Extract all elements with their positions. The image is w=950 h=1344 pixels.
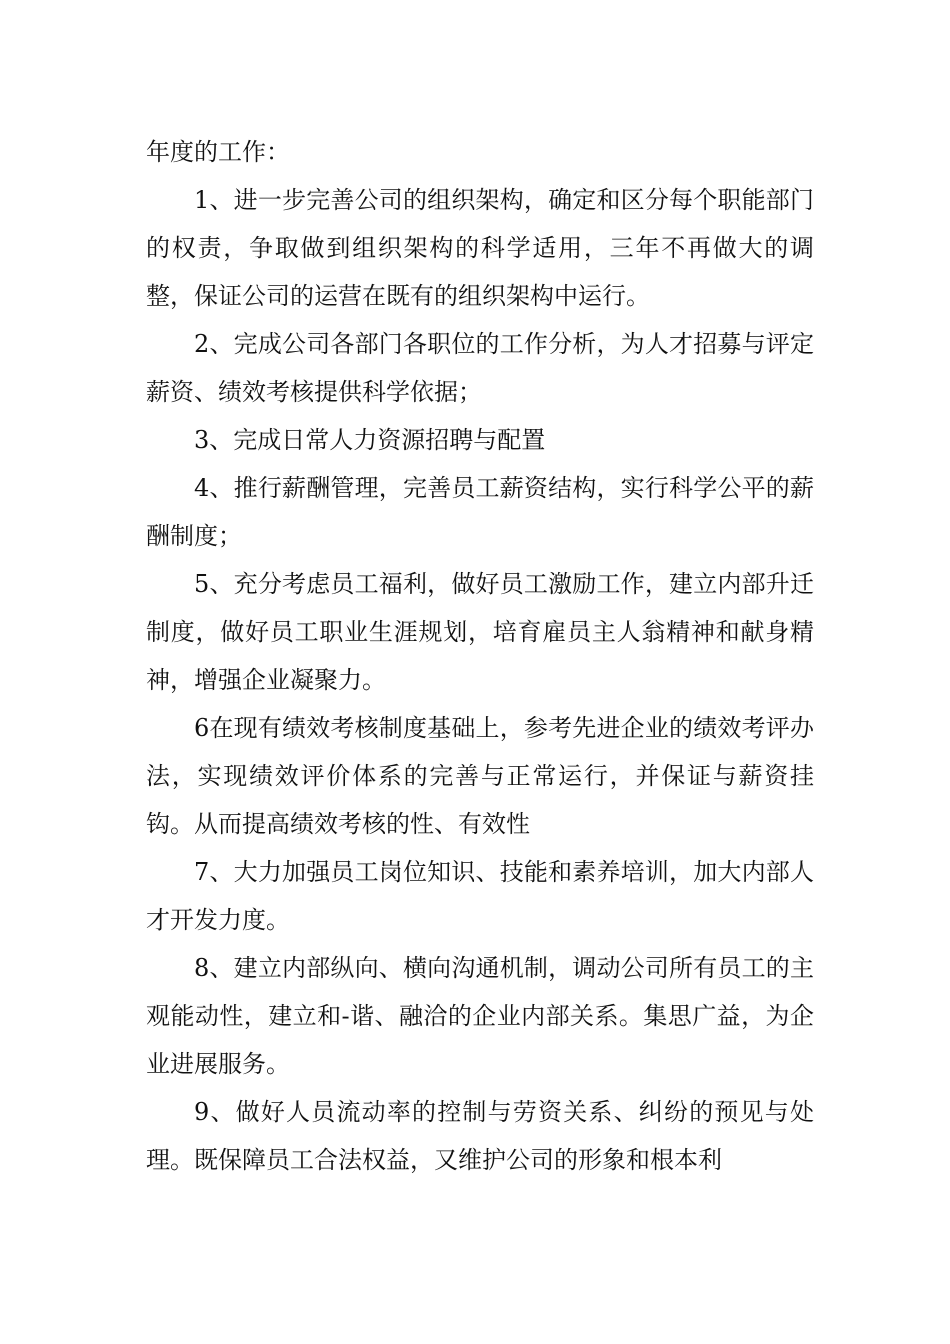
paragraph-item-9: 9、做好人员流动率的控制与劳资关系、纠纷的预见与处理。既保障员工合法权益，又维护公司的形象和根本利 [146, 1098, 814, 1174]
paragraph-item-1: 1、进一步完善公司的组织架构，确定和区分每个职能部门的权责，争取做到组织架构的科学适用，三年不再做大的调整，保证公司的运营在既有的组织架构中运行。 [146, 186, 814, 310]
paragraph-item-4: 4、推行薪酬管理，完善员工薪资结构，实行科学公平的薪酬制度； [146, 474, 814, 550]
paragraph-item-7: 7、大力加强员工岗位知识、技能和素养培训，加大内部人才开发力度。 [146, 858, 814, 934]
paragraph-item-8: 8、建立内部纵向、横向沟通机制，调动公司所有员工的主观能动性，建立和-谐、融洽的企业内部关系。集思广益，为企业进展服务。 [146, 954, 814, 1078]
paragraph-item-6: 6在现有绩效考核制度基础上，参考先进企业的绩效考评办法，实现绩效评价体系的完善与正常运行，并保证与薪资挂钩。从而提高绩效考核的性、有效性 [146, 714, 814, 838]
paragraph-item-2: 2、完成公司各部门各职位的工作分析，为人才招募与评定薪资、绩效考核提供科学依据； [146, 330, 814, 406]
paragraph-item-5: 5、充分考虑员工福利，做好员工激励工作，建立内部升迁制度，做好员工职业生涯规划，培育雇员主人翁精神和献身精神，增强企业凝聚力。 [146, 570, 814, 694]
paragraph-item-3: 3、完成日常人力资源招聘与配置 [194, 426, 546, 454]
document-body [146, 128, 814, 1184]
paragraph-intro: 年度的工作： [146, 138, 290, 166]
